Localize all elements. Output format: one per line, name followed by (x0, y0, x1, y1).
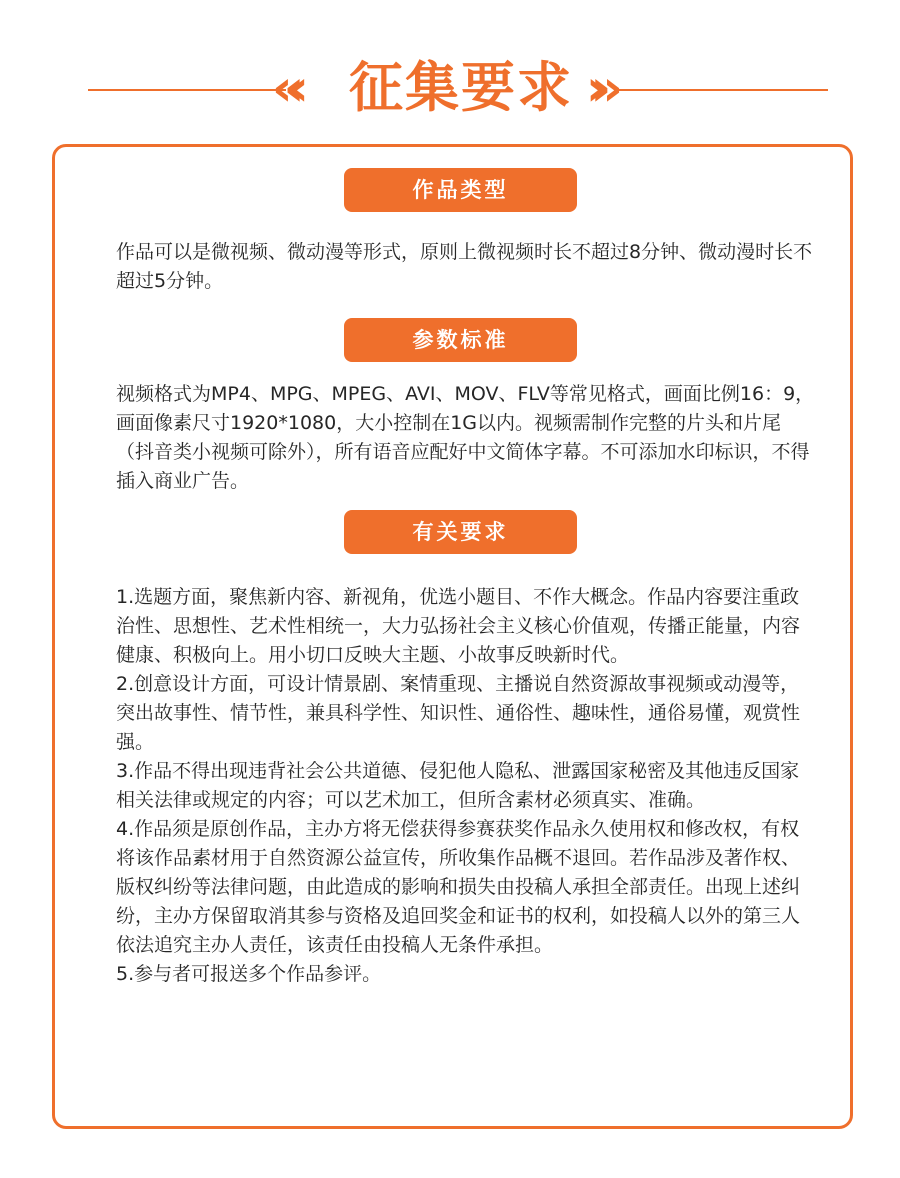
requirement-item-2: 2.创意设计方面，可设计情景剧、案情重现、主播说自然资源故事视频或动漫等，突出故事性、情节性，兼具科学性、知识性、通俗性、趣味性，通俗易懂，观赏性强。 (116, 673, 801, 753)
requirement-item-4: 4.作品须是原创作品，主办方将无偿获得参赛获奖作品永久使用权和修改权，有权将该作品素材用于自然资源公益宣传，所收集作品概不退回。若作品涉及著作权、版权纠纷等法律问题，由此造成的影响和损失由投稿人承担全部责任。出现上述纠纷，主办方保留取消其参与资格及追回奖金和证书的权利，如投稿人以外的第三人依法追究主办人责任，该责任由投稿人无条件承担。 (116, 818, 801, 956)
requirement-item-1: 1.选题方面，聚焦新内容、新视角，优选小题目、不作大概念。作品内容要注重政治性、思想性、艺术性相统一，大力弘扬社会主义核心价值观，传播正能量，内容健康、积极向上。用小切口反映大主题、小故事反映新时代。 (116, 586, 801, 666)
section-body-work-type (116, 238, 816, 296)
header (0, 40, 900, 140)
section-heading-parameters: 参数标准 (344, 318, 577, 362)
chevron-right-icon: ›» (586, 59, 607, 117)
paragraph: 视频格式为MP4、MPG、MPEG、AVI、MOV、FLV等常见格式，画面比例16：9，画面像素尺寸1920*1080，大小控制在1G以内。视频需制作完整的片头和片尾（抖音类小视频可除外），所有语音应配好中文简体字幕。不可添加水印标识，不得插入商业广告。 (116, 383, 815, 492)
section-heading-work-type: 作品类型 (344, 168, 577, 212)
requirement-item-5: 5.参与者可报送多个作品参评。 (116, 963, 382, 985)
section-body-requirements (116, 583, 816, 989)
section-body-parameters (116, 380, 816, 496)
section-heading-requirements: 有关要求 (344, 510, 577, 554)
title-divider-left (88, 89, 286, 91)
chevron-left-icon: «‹ (272, 59, 293, 117)
paragraph: 作品可以是微视频、微动漫等形式，原则上微视频时长不超过8分钟、微动漫时长不超过5分钟。 (116, 241, 813, 292)
page-title: 征集要求 (349, 55, 573, 119)
title-divider-right (618, 89, 828, 91)
requirement-item-3: 3.作品不得出现违背社会公共道德、侵犯他人隐私、泄露国家秘密及其他违反国家相关法律或规定的内容；可以艺术加工，但所含素材必须真实、准确。 (116, 760, 800, 811)
